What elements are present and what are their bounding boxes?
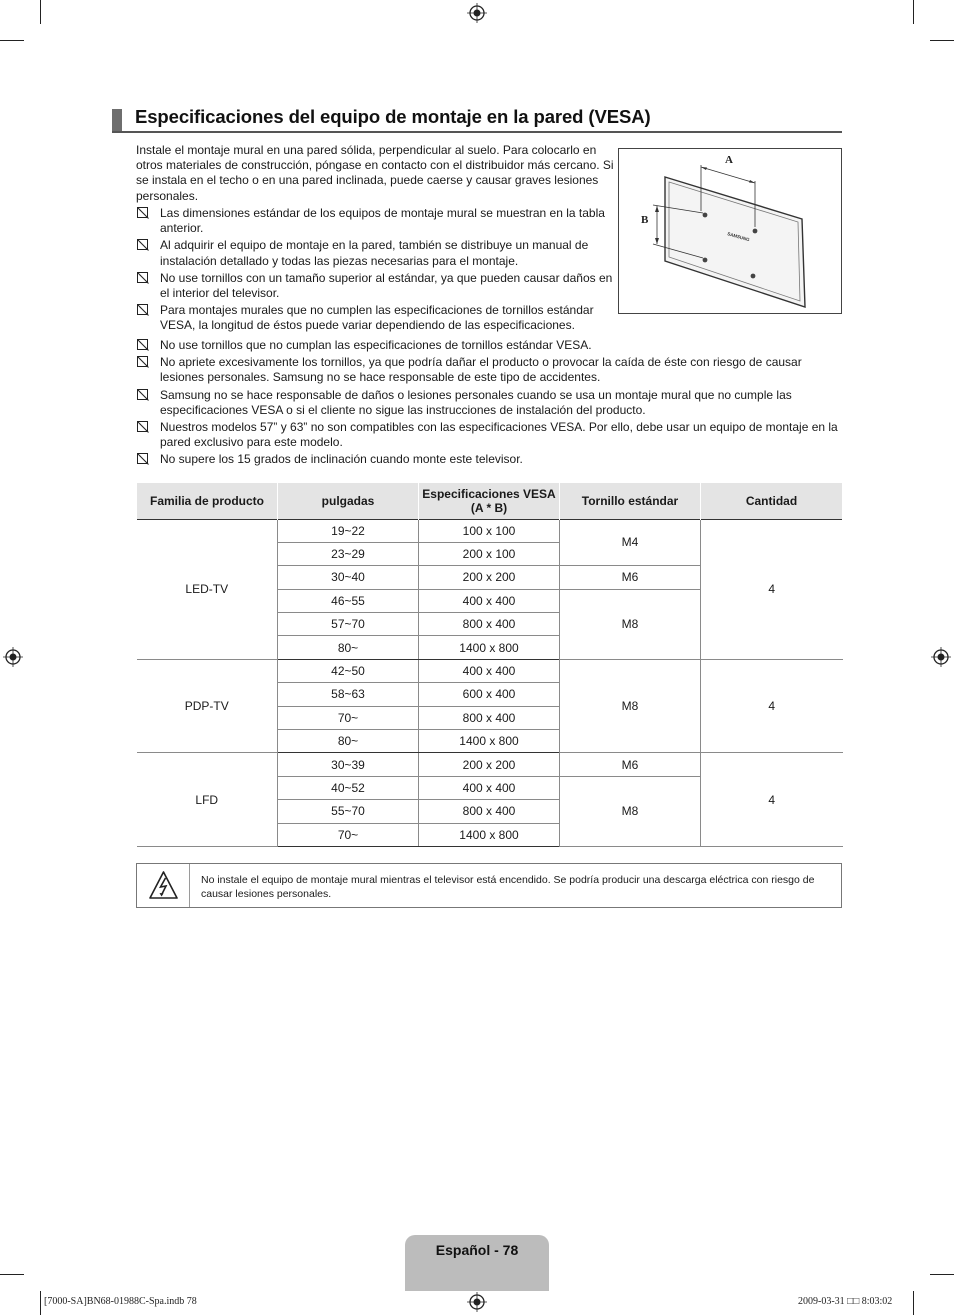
note-text: Al adquirir el equipo de montaje en la pared, también se distribuye un manual de instalación detallado y todas las piezas necesarias para el montaje.: [160, 238, 589, 268]
crop-mark: [40, 0, 41, 24]
note-text: Las dimensiones estándar de los equipos de montaje mural se muestran en la tabla anterior.: [160, 206, 605, 236]
note-icon: [136, 388, 160, 402]
list-item: [136, 355, 842, 385]
registration-mark-icon: [931, 647, 951, 667]
cell-screw: M6: [560, 753, 701, 776]
list-item: [136, 271, 614, 301]
note-icon: [136, 206, 160, 220]
note-text: No apriete excesivamente los tornillos, ya que podría dañar el producto o provocar la caída de éste con riesgo de causar lesiones personales. Samsung no se hace responsable de este tipo de accidentes.: [160, 355, 802, 385]
list-item: [136, 303, 614, 333]
cell-inches: 30~40: [278, 566, 419, 589]
list-item: [136, 452, 842, 467]
note-icon: [136, 238, 160, 252]
section-title-bar: [112, 109, 122, 132]
cell-family: LED-TV: [137, 519, 278, 659]
cell-vesa: 200 x 100: [419, 542, 560, 565]
cell-vesa: 1400 x 800: [419, 823, 560, 846]
section-title-rule: [112, 131, 842, 133]
crop-mark: [40, 1291, 41, 1315]
intro-paragraph: Instale el montaje mural en una pared sólida, perpendicular al suelo. Para colocarlo en otros materiales de construcción, póngase en contacto con el distribuidor más cercano. Si se instala en el techo o en una pared inclinada, puede caerse y causar graves lesiones personales.: [136, 143, 614, 203]
note-icon: [136, 420, 160, 434]
cell-quantity: 4: [701, 753, 843, 847]
registration-mark-icon: [3, 647, 23, 667]
note-icon: [136, 303, 160, 317]
note-text: Samsung no se hace responsable de daños o lesiones personales cuando se usa un montaje mural que no cumple las especificaciones VESA o si el cliente no sigue las instrucciones de instalación del producto.: [160, 387, 792, 417]
notes-wide-list: [136, 338, 842, 470]
vesa-diagram: [618, 148, 842, 314]
column-header: pulgadas: [278, 483, 419, 519]
note-text: No supere los 15 grados de inclinación cuando monte este televisor.: [160, 452, 523, 467]
notes-narrow-list: [136, 206, 614, 336]
cell-inches: 70~: [278, 706, 419, 729]
cell-screw: M8: [560, 659, 701, 753]
crop-mark: [913, 1291, 914, 1315]
cell-family: PDP-TV: [137, 659, 278, 753]
footer-timestamp: 2009-03-31 □□ 8:03:02: [798, 1296, 893, 1307]
list-item: [136, 238, 614, 268]
cell-family: LFD: [137, 753, 278, 847]
cell-screw: M6: [560, 566, 701, 589]
registration-mark-icon: [467, 3, 487, 23]
cell-vesa: 100 x 100: [419, 519, 560, 542]
warning-text: No instale el equipo de montaje mural mientras el televisor está encendido. Se podría producir una descarga eléctrica con riesgo de causar lesiones personales.: [201, 874, 815, 900]
cell-inches: 80~: [278, 636, 419, 659]
dimension-a-label: A: [725, 154, 733, 166]
cell-screw: M8: [560, 589, 701, 659]
list-item: [136, 388, 842, 418]
note-text: Para montajes murales que no cumplen las especificaciones de tornillos estándar VESA, la longitud de éstos puede variar dependiendo de las especificaciones.: [160, 303, 594, 333]
list-item: [136, 206, 614, 236]
crop-mark: [930, 40, 954, 41]
cell-quantity: 4: [701, 519, 843, 659]
cell-inches: 40~52: [278, 776, 419, 799]
cell-vesa: 800 x 400: [419, 800, 560, 823]
note-icon: [136, 338, 160, 352]
section-title: Especificaciones del equipo de montaje en la pared (VESA): [135, 106, 651, 127]
note-text: No use tornillos con un tamaño superior al estándar, ya que pueden causar daños en el interior del televisor.: [160, 270, 613, 301]
cell-vesa: 800 x 400: [419, 706, 560, 729]
cell-vesa: 200 x 200: [419, 566, 560, 589]
cell-vesa: 600 x 400: [419, 683, 560, 706]
crop-mark: [913, 0, 914, 24]
warning-box: [136, 863, 842, 908]
registration-mark-icon: [467, 1292, 487, 1312]
cell-vesa: 200 x 200: [419, 753, 560, 776]
cell-vesa: 1400 x 800: [419, 636, 560, 659]
table-row: [137, 753, 843, 776]
cell-inches: 42~50: [278, 659, 419, 682]
cell-vesa: 400 x 400: [419, 589, 560, 612]
column-header: Familia de producto: [137, 483, 278, 519]
note-icon: [136, 452, 160, 466]
table-header-row: [137, 483, 843, 519]
crop-mark: [0, 1274, 24, 1275]
note-text: No use tornillos que no cumplan las especificaciones de tornillos estándar VESA.: [160, 338, 592, 352]
cell-vesa: 1400 x 800: [419, 730, 560, 753]
cell-inches: 19~22: [278, 519, 419, 542]
column-header: Especificaciones VESA (A * B): [419, 483, 560, 519]
crop-mark: [0, 40, 24, 41]
list-item: [136, 338, 842, 353]
cell-inches: 23~29: [278, 542, 419, 565]
cell-inches: 58~63: [278, 683, 419, 706]
table-row: [137, 519, 843, 542]
tv-back-illustration: [619, 149, 843, 315]
cell-vesa: 400 x 400: [419, 776, 560, 799]
footer-file-info: [7000-SA]BN68-01988C-Spa.indb 78: [44, 1296, 197, 1307]
cell-screw: M8: [560, 776, 701, 846]
list-item: [136, 420, 842, 450]
cell-vesa: 400 x 400: [419, 659, 560, 682]
page-number: Español - 78: [435, 1242, 519, 1258]
table-body: [137, 519, 843, 846]
samsung-logo: SAMSUNG: [726, 231, 751, 243]
vesa-spec-table: [136, 483, 843, 847]
note-icon: [136, 355, 160, 369]
cell-quantity: 4: [701, 659, 843, 753]
cell-screw: M4: [560, 519, 701, 566]
cell-inches: 46~55: [278, 589, 419, 612]
warning-icon-cell: [137, 864, 190, 907]
electric-shock-warning-icon: [137, 864, 190, 907]
column-header: Tornillo estándar: [560, 483, 701, 519]
column-header: Cantidad: [701, 483, 843, 519]
crop-mark: [930, 1274, 954, 1275]
note-text: Nuestros modelos 57” y 63” no son compatibles con las especificaciones VESA. Por ello, debe usar un equipo de montaje en la pared exclusivo para este modelo.: [160, 420, 838, 450]
cell-inches: 57~70: [278, 613, 419, 636]
cell-inches: 70~: [278, 823, 419, 846]
table-row: [137, 659, 843, 682]
cell-vesa: 800 x 400: [419, 613, 560, 636]
page-number-tab: [405, 1235, 549, 1291]
cell-inches: 80~: [278, 730, 419, 753]
cell-inches: 55~70: [278, 800, 419, 823]
note-icon: [136, 271, 160, 285]
dimension-b-label: B: [641, 214, 649, 226]
cell-inches: 30~39: [278, 753, 419, 776]
